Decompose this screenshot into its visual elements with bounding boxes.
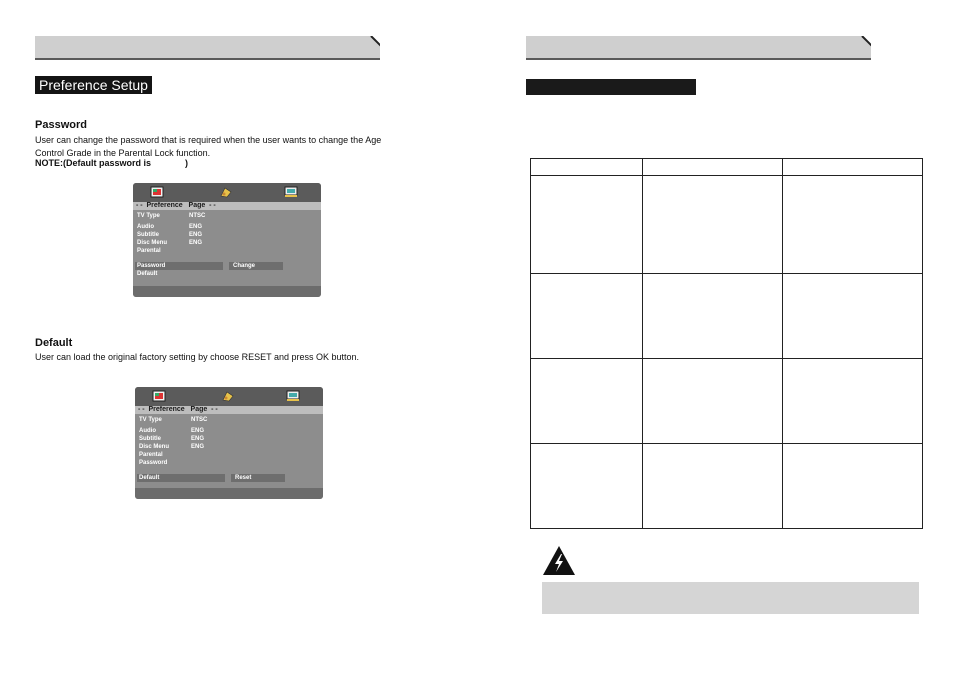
audio-setup-icon xyxy=(221,390,235,402)
reset-button[interactable]: Reset xyxy=(231,474,285,482)
table-cell xyxy=(783,274,923,359)
osd-item-disc-menu[interactable]: Disc Menu xyxy=(137,240,168,246)
default-description: User can load the original factory setting by choose RESET and press OK button. xyxy=(35,352,360,362)
osd-page-title: - - Preference Page - - xyxy=(133,202,321,210)
troubleshooting-table xyxy=(530,158,923,529)
table-cell xyxy=(531,274,643,359)
osd-item-default[interactable]: Default xyxy=(139,475,160,481)
password-heading: Password xyxy=(35,119,87,131)
table-row xyxy=(531,444,923,529)
osd-footer xyxy=(135,488,323,499)
table-cell xyxy=(531,176,643,274)
osd-value-disc-menu: ENG xyxy=(189,240,203,246)
warning-message-box xyxy=(542,582,919,614)
osd-item-parental[interactable]: Parental xyxy=(137,248,161,254)
table-cell xyxy=(783,159,923,176)
table-row xyxy=(531,359,923,444)
right-header-bar xyxy=(526,36,871,60)
table-row xyxy=(531,274,923,359)
osd-item-audio[interactable]: Audio xyxy=(137,224,154,230)
osd-top-bar xyxy=(133,183,321,202)
osd-item-default[interactable]: Default xyxy=(137,271,158,277)
osd-value-audio: ENG xyxy=(191,428,205,434)
osd-top-bar xyxy=(135,387,323,406)
password-description-line2: Control Grade in the Parental Lock function. xyxy=(35,148,211,158)
osd-item-password[interactable]: Password xyxy=(139,460,168,466)
osd-value-tv-type: NTSC xyxy=(189,213,206,219)
table-cell xyxy=(643,359,783,444)
osd-value-subtitle: ENG xyxy=(191,436,205,442)
table-cell xyxy=(643,159,783,176)
osd-page-title: - - Preference Page - - xyxy=(135,406,323,414)
table-cell xyxy=(643,176,783,274)
left-header-bar xyxy=(35,36,380,60)
table-cell xyxy=(783,444,923,529)
osd-value-disc-menu: ENG xyxy=(191,444,205,450)
preference-setup-icon xyxy=(284,186,298,198)
osd-value-tv-type: NTSC xyxy=(191,417,208,423)
password-note xyxy=(35,158,188,168)
audio-setup-icon xyxy=(219,186,233,198)
osd-screen-default xyxy=(135,387,323,499)
table-cell xyxy=(783,176,923,274)
table-row xyxy=(531,176,923,274)
change-button[interactable]: Change xyxy=(229,262,283,270)
table-cell xyxy=(643,274,783,359)
osd-screen-password xyxy=(133,183,321,297)
osd-value-audio: ENG xyxy=(189,224,203,230)
osd-item-parental[interactable]: Parental xyxy=(139,452,163,458)
table-cell xyxy=(531,359,643,444)
osd-item-audio[interactable]: Audio xyxy=(139,428,156,434)
note-suffix: ) xyxy=(185,158,189,168)
osd-item-disc-menu[interactable]: Disc Menu xyxy=(139,444,170,450)
table-cell xyxy=(531,444,643,529)
table-cell xyxy=(531,159,643,176)
osd-item-password[interactable]: Password xyxy=(137,263,166,269)
table-header-row xyxy=(531,159,923,176)
table-cell xyxy=(783,359,923,444)
osd-value-subtitle: ENG xyxy=(189,232,203,238)
osd-item-tv-type[interactable]: TV Type xyxy=(137,213,160,219)
osd-item-tv-type[interactable]: TV Type xyxy=(139,417,162,423)
table-cell xyxy=(643,444,783,529)
right-section-label xyxy=(526,79,696,95)
preference-setup-icon xyxy=(286,390,300,402)
password-description-line1: User can change the password that is required when the user wants to change the Age xyxy=(35,135,382,145)
tv-setup-icon xyxy=(152,390,166,402)
note-prefix: NOTE:(Default password is xyxy=(35,158,152,168)
osd-footer xyxy=(133,286,321,297)
osd-item-subtitle[interactable]: Subtitle xyxy=(139,436,161,442)
warning-icon xyxy=(542,545,576,576)
default-heading: Default xyxy=(35,337,73,349)
osd-item-subtitle[interactable]: Subtitle xyxy=(137,232,159,238)
section-label-preference-setup: Preference Setup xyxy=(35,76,152,94)
tv-setup-icon xyxy=(150,186,164,198)
